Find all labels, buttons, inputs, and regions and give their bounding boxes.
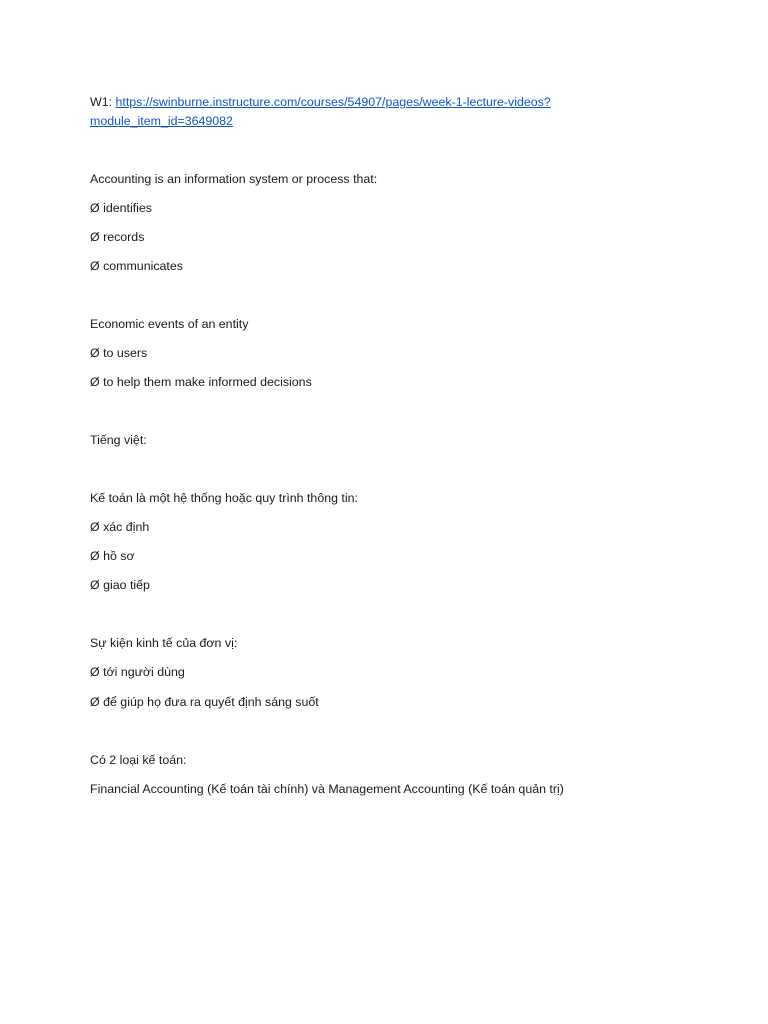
en-events: Economic events of an entity [90,317,249,331]
link-line-2 [90,113,233,129]
en-intro: Accounting is an information system or process that: [90,172,378,186]
vi-heading: Tiếng việt: [90,433,147,447]
en-bullet-records: Ø records [90,230,145,244]
lecture-videos-link[interactable]: https://swinburne.instructure.com/courses/54907/pages/week-1-lecture-videos? [115,95,551,109]
vi-bullet-quyet-dinh: Ø để giúp họ đưa ra quyết định sáng suốt [90,695,319,709]
week-label: W1: [90,95,113,109]
types-line: Financial Accounting (Kế toán tài chính) và Management Accounting (Kế toán quản trị) [90,782,564,796]
types-heading: Có 2 loại kế toán: [90,753,187,767]
vi-bullet-xac-dinh: Ø xác định [90,520,150,534]
en-bullet-communicates: Ø communicates [90,259,183,273]
vi-bullet-ho-so: Ø hồ sơ [90,549,135,563]
vi-events: Sự kiện kinh tế của đơn vị: [90,636,238,650]
en-bullet-decisions: Ø to help them make informed decisions [90,375,312,389]
vi-bullet-nguoi-dung: Ø tới người dùng [90,665,185,679]
en-bullet-identifies: Ø identifies [90,201,152,215]
lecture-videos-link-continued[interactable]: module_item_id=3649082 [90,114,233,128]
en-bullet-to-users: Ø to users [90,346,148,360]
vi-bullet-giao-tiep: Ø giao tiếp [90,578,150,592]
vi-intro: Kế toán là một hệ thống hoặc quy trình thông tin: [90,491,358,505]
link-line-1 [90,94,551,110]
